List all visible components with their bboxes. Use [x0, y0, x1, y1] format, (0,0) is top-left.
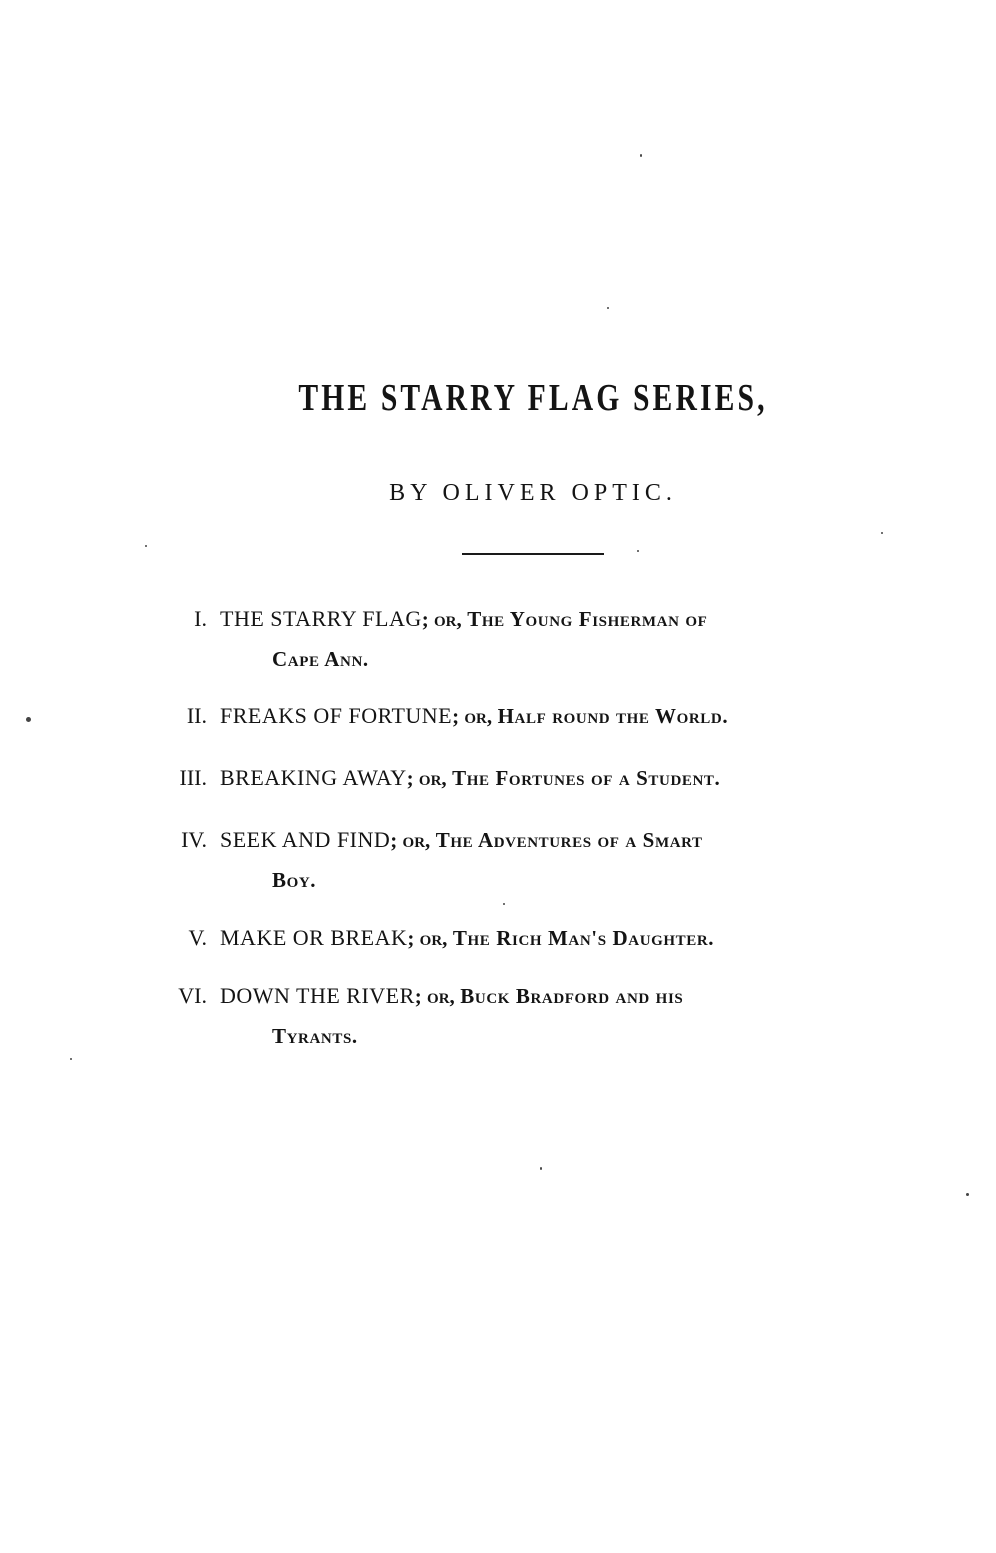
paper-speck: [70, 1058, 72, 1060]
volume-title: FREAKS OF FORTUNE: [220, 703, 453, 728]
volume-subtitle-continuation: Boy.: [272, 868, 317, 892]
paper-speck: [607, 307, 609, 309]
volume-subtitle: The Rich Man's Daughter.: [452, 926, 715, 950]
paper-speck: [540, 1167, 542, 1170]
volume-subtitle-continuation: Tyrants.: [272, 1024, 358, 1048]
volume-separator: ; or,: [452, 704, 493, 728]
volume-title: BREAKING AWAY: [220, 765, 407, 790]
volume-title: MAKE OR BREAK: [220, 925, 408, 950]
volume-separator: ; or,: [421, 607, 462, 631]
volume-subtitle: Half round the World.: [497, 704, 729, 728]
volume-entry: [220, 702, 728, 730]
volume-subtitle: The Adventures of a Smart: [435, 828, 703, 852]
paper-speck: [966, 1193, 969, 1196]
paper-speck: [640, 154, 642, 157]
volume-title: DOWN THE RIVER: [220, 983, 415, 1008]
paper-speck: [881, 532, 883, 534]
volume-separator: ; or,: [414, 984, 455, 1008]
volume-numeral: VI.: [178, 983, 207, 1008]
volume-entry: [220, 826, 703, 854]
paper-speck: [503, 903, 505, 905]
volume-numeral: II.: [186, 703, 207, 728]
volume-numeral: IV.: [181, 827, 207, 852]
volume-numeral: V.: [188, 925, 207, 950]
volume-title: THE STARRY FLAG: [220, 606, 422, 631]
volume-title: SEEK AND FIND: [220, 827, 391, 852]
volume-entry: [220, 924, 714, 952]
volume-entry: [220, 982, 683, 1010]
volume-subtitle-continuation: Cape Ann.: [272, 647, 369, 671]
volume-separator: ; or,: [390, 828, 431, 852]
volume-subtitle: Buck Bradford and his: [460, 984, 684, 1008]
page-title: THE STARRY FLAG SERIES,: [298, 377, 768, 419]
volume-entry: [220, 764, 720, 792]
volume-numeral: I.: [194, 606, 207, 631]
paper-speck: [26, 717, 31, 722]
paper-speck: [637, 550, 639, 552]
author-byline: BY OLIVER OPTIC.: [389, 480, 677, 506]
volume-entry: [220, 605, 707, 633]
volume-separator: ; or,: [406, 766, 447, 790]
volume-separator: ; or,: [407, 926, 448, 950]
volume-subtitle: The Fortunes of a Student.: [452, 766, 721, 790]
volume-subtitle: The Young Fisherman of: [467, 607, 708, 631]
volume-numeral: III.: [179, 765, 207, 790]
paper-speck: [145, 545, 147, 547]
